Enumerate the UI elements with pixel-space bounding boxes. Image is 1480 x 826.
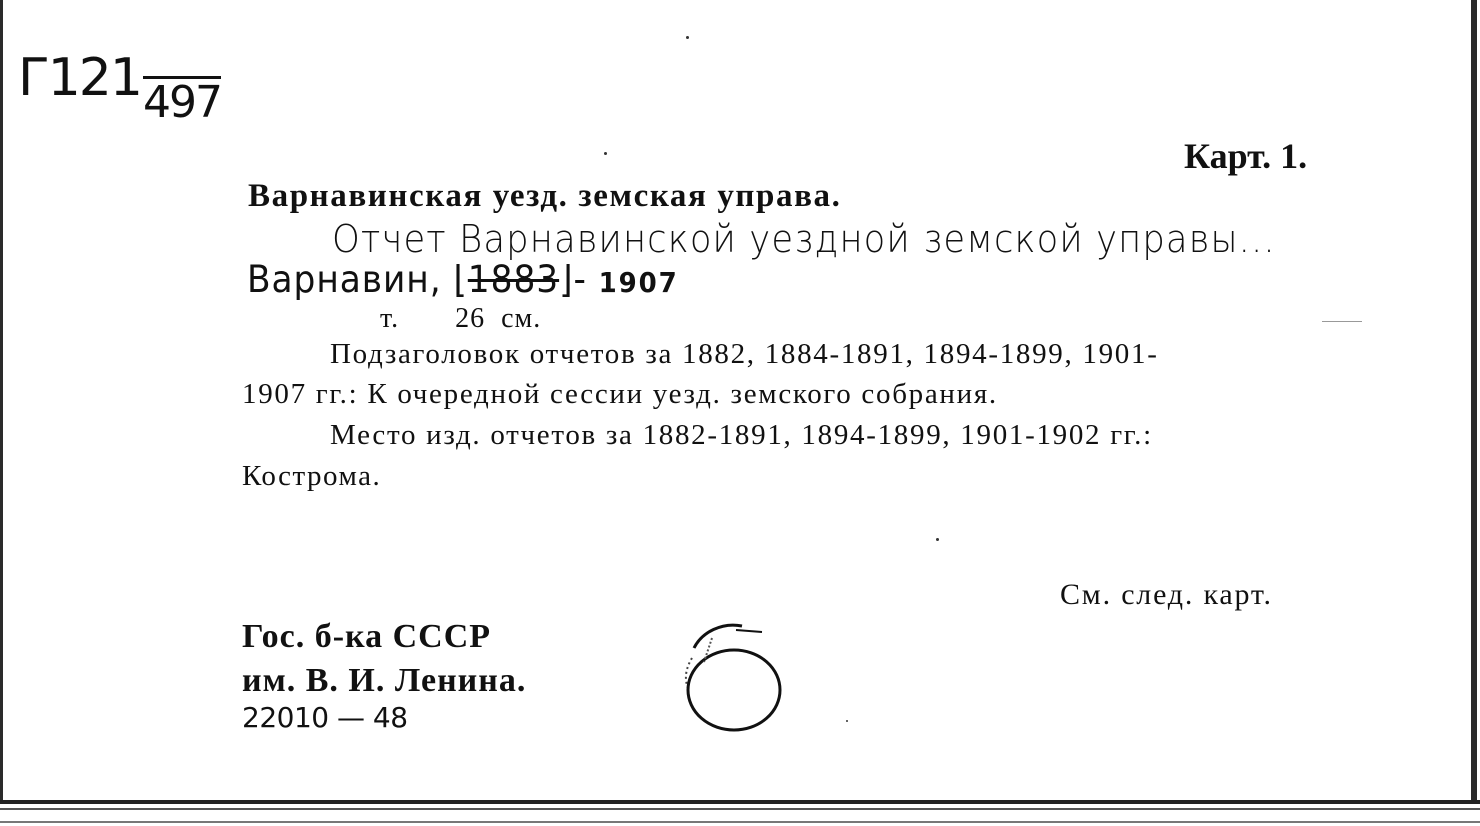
- dust-speck: [846, 720, 848, 722]
- author-heading: Варнавинская уезд. земская управа.: [248, 178, 842, 214]
- dust-speck: [686, 36, 689, 39]
- physical-description: т. 26 см.: [380, 303, 542, 334]
- card-left-edge: [0, 0, 3, 800]
- card-number: Карт. 1.: [1184, 136, 1308, 176]
- dust-speck: [936, 538, 939, 541]
- shelfmark-main: Г121: [18, 48, 141, 108]
- card-right-edge: [1471, 0, 1477, 800]
- see-next-card: См. след. карт.: [1060, 578, 1273, 611]
- library-code: 22010 — 48: [242, 701, 408, 734]
- note-subtitle-line-2: 1907 гг.: К очередной сессии уезд. земского собрания.: [242, 378, 998, 410]
- dust-speck: [604, 152, 607, 155]
- imprint-line: Варнавин, ⌊1883⌋- 1907: [247, 258, 679, 301]
- dust-speck: [1322, 321, 1362, 322]
- note-place-line-1: Место изд. отчетов за 1882-1891, 1894-1899, 1901-1902 гг.:: [330, 419, 1153, 451]
- card-bottom-edge: [0, 800, 1480, 804]
- library-name-line-2: им. В. И. Ленина.: [242, 662, 527, 699]
- title-statement: Отчет Варнавинской уездной земской управы...: [332, 217, 1276, 261]
- shelfmark-sub: 497: [142, 77, 221, 128]
- library-name-line-1: Гос. б-ка СССР: [242, 618, 492, 655]
- card-bottom-edge-secondary: [0, 808, 1480, 810]
- note-subtitle-line-1: Подзаголовок отчетов за 1882, 1884-1891, 1894-1899, 1901-: [330, 338, 1159, 370]
- imprint-place: Варнавин,: [247, 258, 442, 301]
- stamp-ring-icon: [672, 618, 792, 738]
- imprint-handwritten-year: 1907: [598, 266, 679, 299]
- handwritten-shelfmark: [18, 48, 221, 128]
- card-bottom-edge-tertiary: [0, 821, 1480, 823]
- note-place-line-2: Кострома.: [242, 460, 382, 492]
- imprint-years: 1883: [467, 258, 560, 301]
